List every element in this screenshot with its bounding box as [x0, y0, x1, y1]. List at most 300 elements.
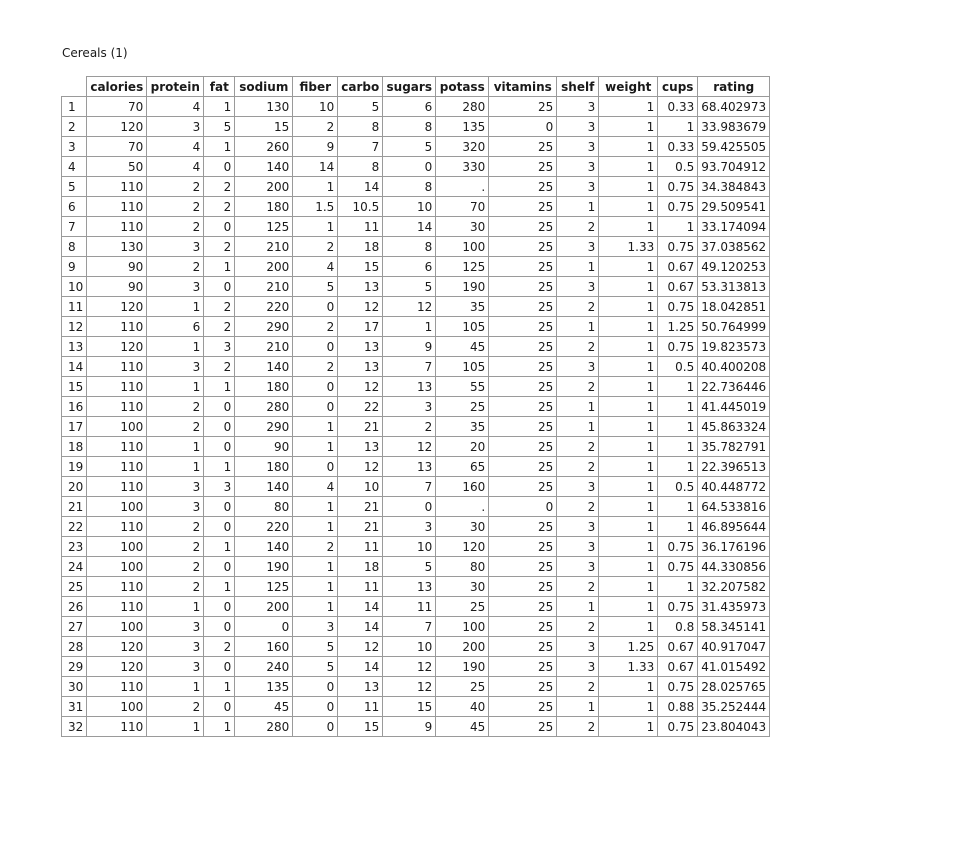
cell-potass[interactable]: 330	[436, 157, 489, 177]
cell-protein[interactable]: 3	[147, 617, 204, 637]
cell-potass[interactable]: 45	[436, 337, 489, 357]
cell-potass[interactable]: .	[436, 497, 489, 517]
cell-fiber[interactable]: 14	[293, 157, 338, 177]
cell-vitamins[interactable]: 25	[489, 557, 557, 577]
cell-calories[interactable]: 110	[87, 217, 147, 237]
cell-weight[interactable]: 1	[599, 337, 658, 357]
cell-sodium[interactable]: 180	[235, 377, 293, 397]
cell-sugars[interactable]: 13	[383, 457, 436, 477]
table-row[interactable]	[62, 117, 770, 137]
row-header[interactable]: 32	[62, 717, 87, 737]
table-row[interactable]	[62, 597, 770, 617]
cell-sodium[interactable]: 200	[235, 177, 293, 197]
cell-sodium[interactable]: 240	[235, 657, 293, 677]
cell-calories[interactable]: 110	[87, 397, 147, 417]
cell-sugars[interactable]: 5	[383, 277, 436, 297]
cell-sodium[interactable]: 125	[235, 217, 293, 237]
cell-fiber[interactable]: 5	[293, 277, 338, 297]
cell-potass[interactable]: 30	[436, 577, 489, 597]
cell-rating[interactable]: 68.402973	[698, 97, 770, 117]
cell-fat[interactable]: 1	[204, 457, 235, 477]
cell-calories[interactable]: 110	[87, 517, 147, 537]
cell-protein[interactable]: 2	[147, 217, 204, 237]
cell-fiber[interactable]: 0	[293, 697, 338, 717]
cell-calories[interactable]: 110	[87, 177, 147, 197]
cell-calories[interactable]: 100	[87, 537, 147, 557]
cell-shelf[interactable]: 3	[557, 637, 599, 657]
table-row[interactable]	[62, 517, 770, 537]
cell-carbo[interactable]: 12	[338, 377, 383, 397]
cell-rating[interactable]: 44.330856	[698, 557, 770, 577]
cell-fiber[interactable]: 1	[293, 417, 338, 437]
cell-carbo[interactable]: 12	[338, 637, 383, 657]
cell-fiber[interactable]: 2	[293, 317, 338, 337]
column-header-fiber[interactable]: fiber	[293, 77, 338, 97]
cell-potass[interactable]: 100	[436, 237, 489, 257]
cell-cups[interactable]: 1.25	[658, 317, 698, 337]
table-row[interactable]	[62, 577, 770, 597]
row-header[interactable]: 7	[62, 217, 87, 237]
cell-vitamins[interactable]: 25	[489, 217, 557, 237]
cell-sodium[interactable]: 80	[235, 497, 293, 517]
table-row[interactable]	[62, 617, 770, 637]
cell-fiber[interactable]: 4	[293, 477, 338, 497]
cell-carbo[interactable]: 13	[338, 357, 383, 377]
column-header-weight[interactable]: weight	[599, 77, 658, 97]
cell-sodium[interactable]: 130	[235, 97, 293, 117]
cell-rating[interactable]: 64.533816	[698, 497, 770, 517]
cell-shelf[interactable]: 3	[557, 277, 599, 297]
cell-calories[interactable]: 100	[87, 417, 147, 437]
cell-shelf[interactable]: 2	[557, 217, 599, 237]
cell-carbo[interactable]: 14	[338, 657, 383, 677]
cell-potass[interactable]: 45	[436, 717, 489, 737]
cell-sodium[interactable]: 210	[235, 237, 293, 257]
cell-sugars[interactable]: 0	[383, 497, 436, 517]
cell-potass[interactable]: 160	[436, 477, 489, 497]
cell-fiber[interactable]: 5	[293, 657, 338, 677]
cell-potass[interactable]: 25	[436, 397, 489, 417]
cell-fiber[interactable]: 0	[293, 457, 338, 477]
cell-potass[interactable]: 190	[436, 657, 489, 677]
cell-carbo[interactable]: 14	[338, 177, 383, 197]
cell-rating[interactable]: 32.207582	[698, 577, 770, 597]
cell-vitamins[interactable]: 25	[489, 697, 557, 717]
row-header[interactable]: 12	[62, 317, 87, 337]
cell-shelf[interactable]: 1	[557, 597, 599, 617]
cell-sugars[interactable]: 11	[383, 597, 436, 617]
cell-potass[interactable]: 80	[436, 557, 489, 577]
cell-fiber[interactable]: 0	[293, 297, 338, 317]
table-row[interactable]	[62, 657, 770, 677]
cell-sugars[interactable]: 0	[383, 157, 436, 177]
cell-sodium[interactable]: 180	[235, 457, 293, 477]
cell-sugars[interactable]: 12	[383, 677, 436, 697]
cell-sugars[interactable]: 8	[383, 177, 436, 197]
cell-shelf[interactable]: 2	[557, 457, 599, 477]
cell-vitamins[interactable]: 25	[489, 157, 557, 177]
cell-sodium[interactable]: 200	[235, 257, 293, 277]
cell-cups[interactable]: 1	[658, 117, 698, 137]
cell-weight[interactable]: 1	[599, 377, 658, 397]
row-header[interactable]: 24	[62, 557, 87, 577]
cell-sodium[interactable]: 220	[235, 297, 293, 317]
cell-potass[interactable]: 25	[436, 677, 489, 697]
cell-shelf[interactable]: 3	[557, 517, 599, 537]
cell-calories[interactable]: 110	[87, 377, 147, 397]
cell-protein[interactable]: 3	[147, 277, 204, 297]
cell-weight[interactable]: 1	[599, 117, 658, 137]
cell-cups[interactable]: 0.75	[658, 177, 698, 197]
cell-protein[interactable]: 3	[147, 637, 204, 657]
cell-carbo[interactable]: 10.5	[338, 197, 383, 217]
row-header[interactable]: 25	[62, 577, 87, 597]
cell-vitamins[interactable]: 25	[489, 617, 557, 637]
table-row[interactable]	[62, 157, 770, 177]
cell-vitamins[interactable]: 25	[489, 237, 557, 257]
cell-fat[interactable]: 2	[204, 637, 235, 657]
row-header[interactable]: 27	[62, 617, 87, 637]
cell-vitamins[interactable]: 25	[489, 377, 557, 397]
cell-fiber[interactable]: 0	[293, 377, 338, 397]
cell-fiber[interactable]: 0	[293, 717, 338, 737]
cell-shelf[interactable]: 1	[557, 417, 599, 437]
cell-sodium[interactable]: 160	[235, 637, 293, 657]
cell-weight[interactable]: 1	[599, 537, 658, 557]
cell-cups[interactable]: 1	[658, 417, 698, 437]
cell-sugars[interactable]: 8	[383, 117, 436, 137]
cell-protein[interactable]: 4	[147, 137, 204, 157]
cell-fat[interactable]: 1	[204, 577, 235, 597]
cell-sugars[interactable]: 3	[383, 517, 436, 537]
cell-sugars[interactable]: 6	[383, 257, 436, 277]
cell-fat[interactable]: 0	[204, 217, 235, 237]
table-row[interactable]	[62, 177, 770, 197]
cell-fat[interactable]: 1	[204, 257, 235, 277]
row-header[interactable]: 3	[62, 137, 87, 157]
cell-rating[interactable]: 19.823573	[698, 337, 770, 357]
cell-weight[interactable]: 1	[599, 477, 658, 497]
cell-sodium[interactable]: 280	[235, 717, 293, 737]
cell-fiber[interactable]: 1	[293, 597, 338, 617]
cell-protein[interactable]: 2	[147, 197, 204, 217]
cell-shelf[interactable]: 2	[557, 677, 599, 697]
row-header[interactable]: 21	[62, 497, 87, 517]
cell-calories[interactable]: 100	[87, 697, 147, 717]
cell-carbo[interactable]: 11	[338, 697, 383, 717]
cell-potass[interactable]: 30	[436, 217, 489, 237]
cell-sugars[interactable]: 5	[383, 137, 436, 157]
cell-fiber[interactable]: 2	[293, 117, 338, 137]
cell-protein[interactable]: 3	[147, 657, 204, 677]
cell-potass[interactable]: 65	[436, 457, 489, 477]
cell-cups[interactable]: 1	[658, 397, 698, 417]
cell-sodium[interactable]: 180	[235, 197, 293, 217]
cell-vitamins[interactable]: 25	[489, 637, 557, 657]
cell-calories[interactable]: 110	[87, 477, 147, 497]
cell-potass[interactable]: 35	[436, 417, 489, 437]
cell-sugars[interactable]: 13	[383, 577, 436, 597]
cell-carbo[interactable]: 8	[338, 157, 383, 177]
cell-weight[interactable]: 1	[599, 497, 658, 517]
cell-fiber[interactable]: 1	[293, 217, 338, 237]
cell-rating[interactable]: 35.252444	[698, 697, 770, 717]
cell-protein[interactable]: 2	[147, 557, 204, 577]
cell-protein[interactable]: 1	[147, 677, 204, 697]
cell-cups[interactable]: 0.75	[658, 597, 698, 617]
cell-potass[interactable]: 120	[436, 537, 489, 557]
column-header-cups[interactable]: cups	[658, 77, 698, 97]
cell-cups[interactable]: 0.5	[658, 157, 698, 177]
cell-shelf[interactable]: 3	[557, 477, 599, 497]
cell-carbo[interactable]: 15	[338, 717, 383, 737]
cell-protein[interactable]: 6	[147, 317, 204, 337]
cell-fiber[interactable]: 2	[293, 537, 338, 557]
cell-weight[interactable]: 1	[599, 277, 658, 297]
cell-vitamins[interactable]: 25	[489, 437, 557, 457]
cell-rating[interactable]: 93.704912	[698, 157, 770, 177]
cell-rating[interactable]: 45.863324	[698, 417, 770, 437]
cell-fat[interactable]: 0	[204, 597, 235, 617]
cell-carbo[interactable]: 5	[338, 97, 383, 117]
cell-protein[interactable]: 2	[147, 537, 204, 557]
row-header[interactable]: 23	[62, 537, 87, 557]
cell-calories[interactable]: 90	[87, 257, 147, 277]
cell-cups[interactable]: 0.33	[658, 137, 698, 157]
cell-calories[interactable]: 70	[87, 137, 147, 157]
cell-carbo[interactable]: 8	[338, 117, 383, 137]
row-header[interactable]: 31	[62, 697, 87, 717]
cell-shelf[interactable]: 3	[557, 157, 599, 177]
cell-carbo[interactable]: 18	[338, 237, 383, 257]
cell-protein[interactable]: 1	[147, 457, 204, 477]
cell-sodium[interactable]: 280	[235, 397, 293, 417]
cell-fiber[interactable]: 0	[293, 397, 338, 417]
cell-cups[interactable]: 0.75	[658, 337, 698, 357]
cell-protein[interactable]: 2	[147, 397, 204, 417]
cell-protein[interactable]: 2	[147, 517, 204, 537]
column-header-shelf[interactable]: shelf	[557, 77, 599, 97]
row-header[interactable]: 26	[62, 597, 87, 617]
cell-vitamins[interactable]: 25	[489, 477, 557, 497]
cell-rating[interactable]: 18.042851	[698, 297, 770, 317]
cell-vitamins[interactable]: 25	[489, 337, 557, 357]
cell-sodium[interactable]: 140	[235, 357, 293, 377]
cell-vitamins[interactable]: 25	[489, 417, 557, 437]
cell-cups[interactable]: 1	[658, 217, 698, 237]
cell-shelf[interactable]: 2	[557, 437, 599, 457]
cell-calories[interactable]: 90	[87, 277, 147, 297]
cell-vitamins[interactable]: 25	[489, 397, 557, 417]
cell-sugars[interactable]: 7	[383, 617, 436, 637]
cell-calories[interactable]: 120	[87, 297, 147, 317]
cell-rating[interactable]: 23.804043	[698, 717, 770, 737]
table-row[interactable]	[62, 717, 770, 737]
cell-rating[interactable]: 22.396513	[698, 457, 770, 477]
cell-shelf[interactable]: 3	[557, 537, 599, 557]
cell-fat[interactable]: 0	[204, 417, 235, 437]
cell-fat[interactable]: 1	[204, 137, 235, 157]
cell-fat[interactable]: 3	[204, 477, 235, 497]
cell-potass[interactable]: 20	[436, 437, 489, 457]
cell-sodium[interactable]: 290	[235, 417, 293, 437]
cell-protein[interactable]: 3	[147, 117, 204, 137]
cell-rating[interactable]: 28.025765	[698, 677, 770, 697]
cell-weight[interactable]: 1	[599, 717, 658, 737]
cell-protein[interactable]: 2	[147, 697, 204, 717]
cell-sodium[interactable]: 190	[235, 557, 293, 577]
column-header-vitamins[interactable]: vitamins	[489, 77, 557, 97]
cell-fiber[interactable]: 1	[293, 557, 338, 577]
row-header[interactable]: 30	[62, 677, 87, 697]
cell-rating[interactable]: 41.015492	[698, 657, 770, 677]
cell-protein[interactable]: 1	[147, 437, 204, 457]
row-header[interactable]: 11	[62, 297, 87, 317]
row-header[interactable]: 20	[62, 477, 87, 497]
row-header[interactable]: 14	[62, 357, 87, 377]
cell-fat[interactable]: 5	[204, 117, 235, 137]
column-header-carbo[interactable]: carbo	[338, 77, 383, 97]
cell-weight[interactable]: 1	[599, 697, 658, 717]
cell-carbo[interactable]: 21	[338, 417, 383, 437]
cell-carbo[interactable]: 15	[338, 257, 383, 277]
cell-potass[interactable]: 200	[436, 637, 489, 657]
cell-weight[interactable]: 1	[599, 97, 658, 117]
row-header[interactable]: 15	[62, 377, 87, 397]
cell-calories[interactable]: 120	[87, 117, 147, 137]
cell-cups[interactable]: 0.67	[658, 657, 698, 677]
cell-rating[interactable]: 50.764999	[698, 317, 770, 337]
cell-vitamins[interactable]: 25	[489, 97, 557, 117]
table-row[interactable]	[62, 337, 770, 357]
cell-calories[interactable]: 110	[87, 197, 147, 217]
cell-protein[interactable]: 4	[147, 157, 204, 177]
row-header[interactable]: 1	[62, 97, 87, 117]
cell-shelf[interactable]: 2	[557, 717, 599, 737]
row-header[interactable]: 5	[62, 177, 87, 197]
cell-cups[interactable]: 0.8	[658, 617, 698, 637]
cell-sodium[interactable]: 135	[235, 677, 293, 697]
cell-weight[interactable]: 1	[599, 257, 658, 277]
cell-weight[interactable]: 1	[599, 397, 658, 417]
cell-rating[interactable]: 33.983679	[698, 117, 770, 137]
cell-vitamins[interactable]: 25	[489, 137, 557, 157]
cell-cups[interactable]: 0.67	[658, 277, 698, 297]
row-header[interactable]: 16	[62, 397, 87, 417]
cell-fat[interactable]: 0	[204, 157, 235, 177]
cell-cups[interactable]: 0.5	[658, 357, 698, 377]
cell-sugars[interactable]: 9	[383, 337, 436, 357]
cell-fat[interactable]: 1	[204, 537, 235, 557]
cell-fiber[interactable]: 0	[293, 337, 338, 357]
cell-shelf[interactable]: 2	[557, 377, 599, 397]
table-row[interactable]	[62, 637, 770, 657]
cell-calories[interactable]: 120	[87, 637, 147, 657]
cell-potass[interactable]: 40	[436, 697, 489, 717]
cell-rating[interactable]: 58.345141	[698, 617, 770, 637]
cell-weight[interactable]: 1	[599, 317, 658, 337]
cell-vitamins[interactable]: 25	[489, 657, 557, 677]
cell-fat[interactable]: 0	[204, 277, 235, 297]
cell-fat[interactable]: 3	[204, 337, 235, 357]
cell-weight[interactable]: 1	[599, 617, 658, 637]
cell-fiber[interactable]: 1	[293, 437, 338, 457]
cell-sodium[interactable]: 0	[235, 617, 293, 637]
cell-fiber[interactable]: 2	[293, 237, 338, 257]
cell-shelf[interactable]: 1	[557, 257, 599, 277]
cell-calories[interactable]: 110	[87, 717, 147, 737]
cell-protein[interactable]: 1	[147, 717, 204, 737]
cell-weight[interactable]: 1	[599, 437, 658, 457]
cell-carbo[interactable]: 22	[338, 397, 383, 417]
row-header[interactable]: 10	[62, 277, 87, 297]
cell-rating[interactable]: 35.782791	[698, 437, 770, 457]
cell-carbo[interactable]: 17	[338, 317, 383, 337]
cell-protein[interactable]: 2	[147, 417, 204, 437]
cell-carbo[interactable]: 21	[338, 497, 383, 517]
cell-fat[interactable]: 2	[204, 357, 235, 377]
cell-weight[interactable]: 1.25	[599, 637, 658, 657]
cell-calories[interactable]: 100	[87, 497, 147, 517]
cell-protein[interactable]: 2	[147, 177, 204, 197]
table-row[interactable]	[62, 217, 770, 237]
cell-carbo[interactable]: 13	[338, 337, 383, 357]
cell-rating[interactable]: 40.400208	[698, 357, 770, 377]
cell-shelf[interactable]: 3	[557, 117, 599, 137]
row-header[interactable]: 17	[62, 417, 87, 437]
column-header-protein[interactable]: protein	[147, 77, 204, 97]
cell-vitamins[interactable]: 25	[489, 517, 557, 537]
cell-potass[interactable]: 105	[436, 357, 489, 377]
row-header[interactable]: 13	[62, 337, 87, 357]
cell-sodium[interactable]: 290	[235, 317, 293, 337]
cell-sodium[interactable]: 210	[235, 277, 293, 297]
cell-fiber[interactable]: 3	[293, 617, 338, 637]
cell-shelf[interactable]: 2	[557, 337, 599, 357]
cell-shelf[interactable]: 2	[557, 497, 599, 517]
cell-sodium[interactable]: 125	[235, 577, 293, 597]
row-header[interactable]: 19	[62, 457, 87, 477]
cell-fat[interactable]: 2	[204, 317, 235, 337]
cell-cups[interactable]: 1	[658, 517, 698, 537]
cell-fat[interactable]: 2	[204, 237, 235, 257]
cell-weight[interactable]: 1	[599, 177, 658, 197]
cell-sodium[interactable]: 140	[235, 157, 293, 177]
cell-weight[interactable]: 1	[599, 677, 658, 697]
cell-shelf[interactable]: 1	[557, 397, 599, 417]
cell-calories[interactable]: 110	[87, 577, 147, 597]
cell-fat[interactable]: 1	[204, 717, 235, 737]
cell-rating[interactable]: 41.445019	[698, 397, 770, 417]
cell-protein[interactable]: 3	[147, 237, 204, 257]
row-header[interactable]: 9	[62, 257, 87, 277]
cell-sugars[interactable]: 14	[383, 217, 436, 237]
table-row[interactable]	[62, 497, 770, 517]
table-row[interactable]	[62, 277, 770, 297]
cell-cups[interactable]: 0.88	[658, 697, 698, 717]
cell-rating[interactable]: 22.736446	[698, 377, 770, 397]
table-row[interactable]	[62, 377, 770, 397]
cell-sodium[interactable]: 210	[235, 337, 293, 357]
cell-protein[interactable]: 1	[147, 337, 204, 357]
cell-vitamins[interactable]: 25	[489, 537, 557, 557]
cell-shelf[interactable]: 2	[557, 297, 599, 317]
cell-rating[interactable]: 34.384843	[698, 177, 770, 197]
cell-protein[interactable]: 3	[147, 357, 204, 377]
cell-fiber[interactable]: 4	[293, 257, 338, 277]
cell-protein[interactable]: 1	[147, 597, 204, 617]
cell-fat[interactable]: 0	[204, 697, 235, 717]
